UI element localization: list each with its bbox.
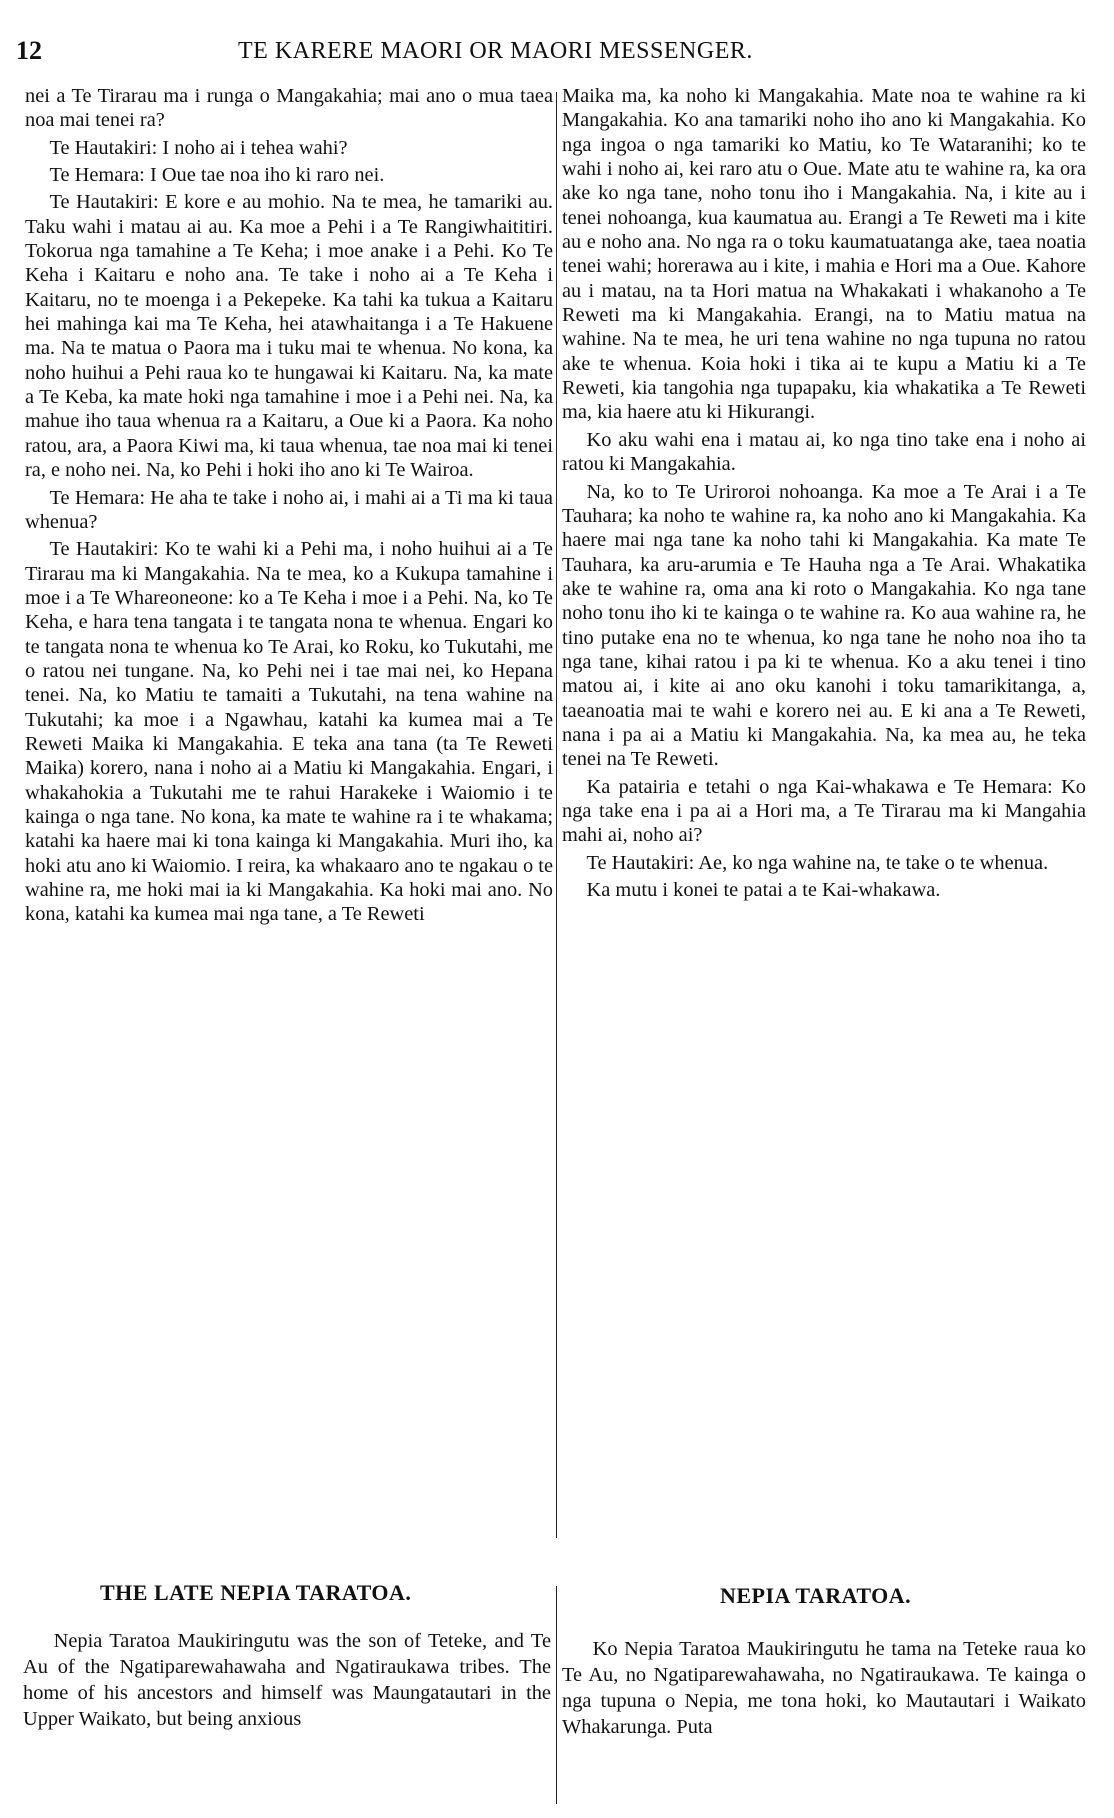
- paragraph: Te Hautakiri: Ae, ko nga wahine na, te take o te whenua.: [586, 851, 1049, 874]
- page-header: [16, 36, 1096, 68]
- left-column: [25, 84, 553, 930]
- paragraph: nei a Te Tirarau ma i runga o Mangakahia; mai ano o mua taea noa mai tenei ra?: [25, 85, 553, 132]
- paragraph: Na, ko to Te Uriroroi nohoanga. Ka moe a Te Arai i a Te Tauhara; ka noho te wahine ra, ka noho ano ki Mangakahia. Ka haere mai nga tane ka noho tahi ki Mangakahia. Ka mate Te Tauhara, ka aru-arumia e Te Hauha nga a Te Arai. Whakatika ake te wahine ra, oma ana ki roto o Mangakahia. Ko nga tane noho tonu iho ki te kainga o te wahine ra. Ko aua wahine ra, he tino putake ena no te whenua, ko nga tane he noho noa iho ta nga tane, kihai ratou i pa ki te whenua. Ko a aku tenei i tino matou ai, i kite ai ano oku kanohi i toku tamarikitanga, a, taeanoatia mai te wahi e korero nei au. E ki ana a Te Reweti, nana i pa ai a Matiu ki Mangakahia. Na, ka mea au, he teka tenei na Te Reweti.: [562, 480, 1086, 771]
- right-column: [562, 84, 1086, 905]
- maori-article-title: NEPIA TARATOA.: [720, 1583, 912, 1608]
- english-article-title: THE LATE NEPIA TARATOA.: [100, 1580, 412, 1605]
- paragraph: Ka patairia e tetahi o nga Kai-whakawa e Te Hemara: Ko nga take ena i pa ai a Hori ma, a Te Tirarau ma ki Mangahia mahi ai, noho ai?: [562, 775, 1086, 847]
- english-article-body: [23, 1628, 551, 1732]
- paragraph: Te Hautakiri: E kore e au mohio. Na te mea, he tamariki au. Taku wahi i matau ai au. Ka moe a Pehi i a Te Rangiwhaititiri. Tokorua nga tamahine a Te Keha; i moe anake i a Pehi. Ko Te Keha i Kaitaru e noho ana. Te take i noho ai a Te Keha i Kaitaru, no te moenga i a Pekepeke. Ka tahi ka tukua a Kaitaru hei mahinga kai ma Te Keha, hei atawhaitanga i a Te Hakuene ma. Na te matua o Paora ma i tuku mai te whenua. No kona, ka noho huihui a Pehi raua ko te hungawai ki Kaitaru. Na, ka mate a Te Keba, ka mate hoki nga tamahine i moe i a Pehi nei. Na, ka mahue iho taua whenua ra a Kaitaru, a Oue ki a Paora. Ka noho ratou, ara, a Paora Kiwi ma, ki taua whenua, tae noa mai ki tenei ra, e noho nei. Na, ko Pehi i hoki iho ano ki Te Wairoa.: [25, 191, 553, 482]
- paragraph: Te Hemara: I Oue tae noa iho ki raro nei.: [49, 164, 385, 187]
- paragraph: Ko aku wahi ena i matau ai, ko nga tino take ena i noho ai ratou ki Mangakahia.: [562, 428, 1086, 476]
- paragraph: Te Hemara: He aha te take i noho ai, i mahi ai a Ti ma ki taua whenua?: [25, 486, 553, 533]
- page-number: 12: [16, 36, 42, 65]
- paragraph: Te Hautakiri: Ko te wahi ki a Pehi ma, i noho huihui ai a Te Tirarau ma ki Mangakahia. Na te mea, ko a Kukupa tamahine i moe i a Te Whareoneone: ko a Te Keha i moe i a Pehi. Na, ko Te Keha, e hara tena tangata i te tangata nona te whenua. Engari ko te tangata nona te whenua ko Te Arai, ko Roku, ko Tukutahi, me o ratou nei tungane. Na, ko Pehi nei i tae mai nei, ko Hepana tenei. Na, ko Matiu te tamaiti a Tukutahi, na tena wahine na Tukutahi; ka moe i a Ngawhau, katahi ka kumea mai a Te Reweti Maika ki Mangakahia. E teka ana tana (ta Te Reweti Maika) korero, nana i noho ai a Matiu ki Mangakahia. Engari, i whakahokia a Tukutahi me te rahui Harakeke i Waiomio i te kainga o nga tane. No kona, ka mate te wahine ra i te whakama; katahi ka haere mai ki tona kainga ki Mangakahia. Muri iho, ka hoki atu ano ki Waiomio. I reira, ka whakaaro ano te ngakau o te wahine ra, me hoki mai ia ki Mangakahia. Ka hoki mai ano. No kona, katahi ka kumea mai nga tane, a Te Reweti: [25, 538, 553, 926]
- column-divider: [556, 1586, 557, 1804]
- paragraph: Ka mutu i konei te patai a te Kai-whakawa.: [586, 879, 941, 901]
- paragraph: Ko Nepia Taratoa Maukiringutu he tama na Teteke raua ko Te Au, no Ngatiparewahawaha, no Ngatiraukawa. Te kainga o nga tupuna o Nepia, me tona hoki, ko Mautautari i Waikato Whakarunga. Puta: [562, 1638, 1086, 1738]
- maori-article-body: [562, 1636, 1086, 1740]
- paragraph: Te Hautakiri: I noho ai i tehea wahi?: [49, 136, 348, 159]
- column-divider: [556, 92, 557, 1538]
- paragraph: Nepia Taratoa Maukiringutu was the son of Teteke, and Te Au of the Ngatiparewahawaha and Ngatiraukawa tribes. The home of his ancestors and himself was Maungatautari in the Upper Waikato, but being anxious: [23, 1630, 551, 1730]
- paragraph: Maika ma, ka noho ki Mangakahia. Mate noa te wahine ra ki Mangakahia. Ko ana tamariki noho iho ano ki Mangakahia. Ko nga ingoa o nga tamariki ko Matiu, ko Te Wataranihi; ko te wahi i noho ai, kei raro atu o Oue. Mate atu te wahine ra, ka ora ake ko nga tane, noho tonu iho i Mangakahia. Na, i kite au i tenei nohoanga, kua kaumatua au. Erangi a Te Reweti ma i kite au e noho ana. No nga ra o toku kaumatuatanga ake, taea noatia tenei wahi; horerawa au i kite, i mahia e Hori ma a Oue. Kahore au i matau, na ta Hori matua na Whakakati i whakanoho a Te Reweti ma ki Mangakahia. Erangi, na to Matiu matua na wahine. Na te mea, he uri tena wahine no nga tupuna no ratou ake te whenua. Koia hoki i tika ai te kupu a Matiu ki a Te Reweti, kia tangohia nga tupapaku, kia whakatika a Te Reweti ma, kia haere atu ki Hikurangi.: [562, 85, 1086, 424]
- running-title: TE KARERE MAORI OR MAORI MESSENGER.: [238, 38, 753, 64]
